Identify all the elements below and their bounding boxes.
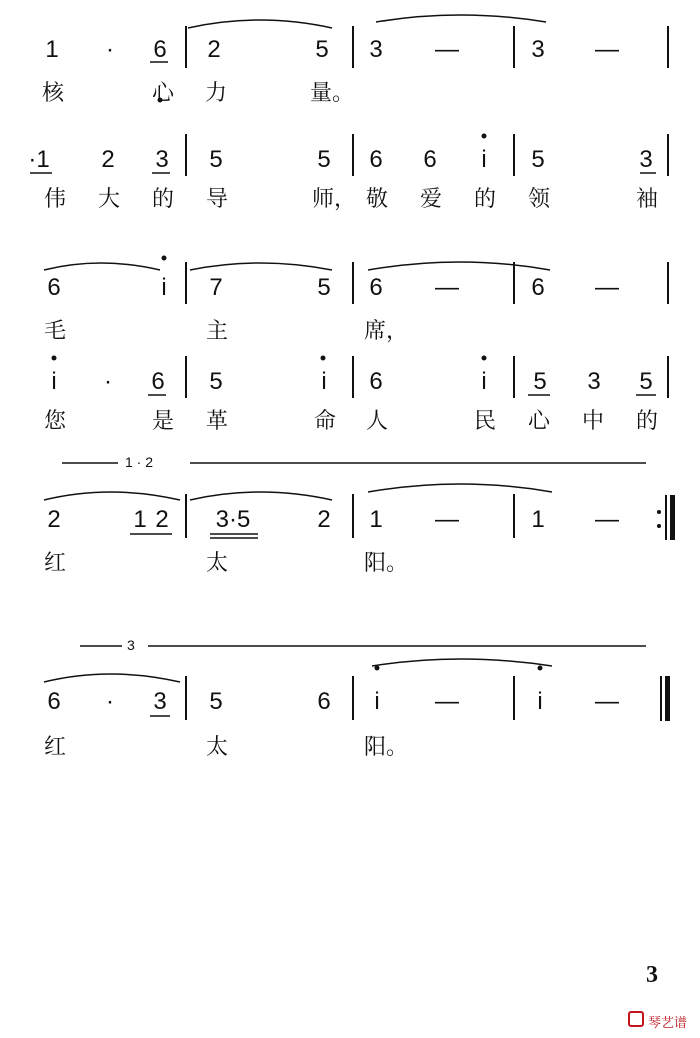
note: i [481,146,487,173]
note: 6 [369,146,383,173]
note: 3 [639,146,653,173]
note: i [481,368,487,395]
lyric: 核 [41,81,64,106]
note: — [595,274,619,301]
note: 6 [153,36,167,63]
lyric: 毛 [43,319,66,344]
note: 6 [47,274,61,301]
barline [352,262,354,304]
note: 6 [47,688,61,715]
lyric: 主 [205,319,228,344]
note: 6 [369,368,383,395]
lyric: 力 [204,81,227,106]
lyric: 心 [151,81,174,106]
note: — [435,506,459,533]
lyric: 太 [205,735,228,760]
volta-label: 3 [124,637,138,653]
barline [667,262,669,304]
lyric: 袖 [635,187,658,212]
note: — [435,688,459,715]
note: 5 [639,368,653,395]
barline [185,262,187,304]
note: 5 [209,146,223,173]
barline [185,134,187,176]
barline [513,494,515,538]
note: 5 [533,368,547,395]
lyric: 爱 [419,187,442,212]
note: 1 [133,506,147,533]
note: · [104,368,112,395]
lyric: 革 [205,409,228,434]
lyric: 导 [205,187,228,212]
note: 5 [317,274,331,301]
note: 5 [209,688,223,715]
lyric: 阳。 [364,735,409,760]
note: 3 [369,36,383,63]
lyric: 的 [151,187,174,212]
note: 1 [531,506,545,533]
note: 5 [209,368,223,395]
note: 3 [155,146,169,173]
note: i [51,368,57,395]
lyric: 红 [43,735,66,760]
note: 6 [369,274,383,301]
lyric: 阳。 [364,551,409,576]
lyric: 您 [43,409,66,434]
lyric: 领 [527,187,550,212]
lyric: 师， [312,187,357,212]
lyric: 量。 [310,81,355,106]
lyric: 心 [527,409,550,434]
barline [352,26,354,68]
page-number: 3 [646,962,658,988]
barline [513,262,515,304]
lyric: 大 [97,187,120,212]
note: — [435,36,459,63]
lyric: 中 [581,409,604,434]
lyric: 伟 [43,187,66,212]
note: 3 [587,368,601,395]
note: — [595,688,619,715]
note: 6 [151,368,165,395]
barline [667,356,669,398]
barline [185,26,187,68]
note: 3 [153,688,167,715]
barline [352,356,354,398]
barline [667,26,669,68]
note: ·1 [28,146,50,173]
note: — [595,506,619,533]
note: 5 [317,146,331,173]
note: 5 [531,146,545,173]
lyric: 红 [43,551,66,576]
note: 7 [209,274,223,301]
note: i [537,688,543,715]
barline [352,676,354,720]
note: — [595,36,619,63]
lyric: 席， [364,319,409,344]
lyric: 是 [151,409,174,434]
barline [185,356,187,398]
note: · [106,688,114,715]
note: 2 [207,36,221,63]
barline [513,676,515,720]
note: 1 [369,506,383,533]
note: 2 [101,146,115,173]
barline [352,134,354,176]
lyric: 民 [473,409,496,434]
note: 2 [317,506,331,533]
barline [185,494,187,538]
barline [513,134,515,176]
note: i [321,368,327,395]
note: i [161,274,167,301]
watermark-logo-icon [628,1011,644,1027]
note: 2 [155,506,169,533]
note: 3 [531,36,545,63]
note: i [374,688,380,715]
note: 6 [423,146,437,173]
watermark: 琴艺谱 [648,1016,688,1031]
note: 6 [531,274,545,301]
barline [352,494,354,538]
note: 6 [317,688,331,715]
lyric: 的 [635,409,658,434]
note: 2 [47,506,61,533]
note: 3·5 [215,506,251,533]
lyric: 人 [365,409,388,434]
note: — [435,274,459,301]
lyric: 太 [205,551,228,576]
note: 5 [315,36,329,63]
note: · [106,36,114,63]
barline [667,134,669,176]
barline [513,26,515,68]
note: 1 [45,36,59,63]
volta-label: 1 · 2 [122,454,156,470]
barline [513,356,515,398]
barline [185,676,187,720]
lyric: 敬 [365,187,388,212]
lyric: 命 [313,409,336,434]
lyric: 的 [473,187,496,212]
